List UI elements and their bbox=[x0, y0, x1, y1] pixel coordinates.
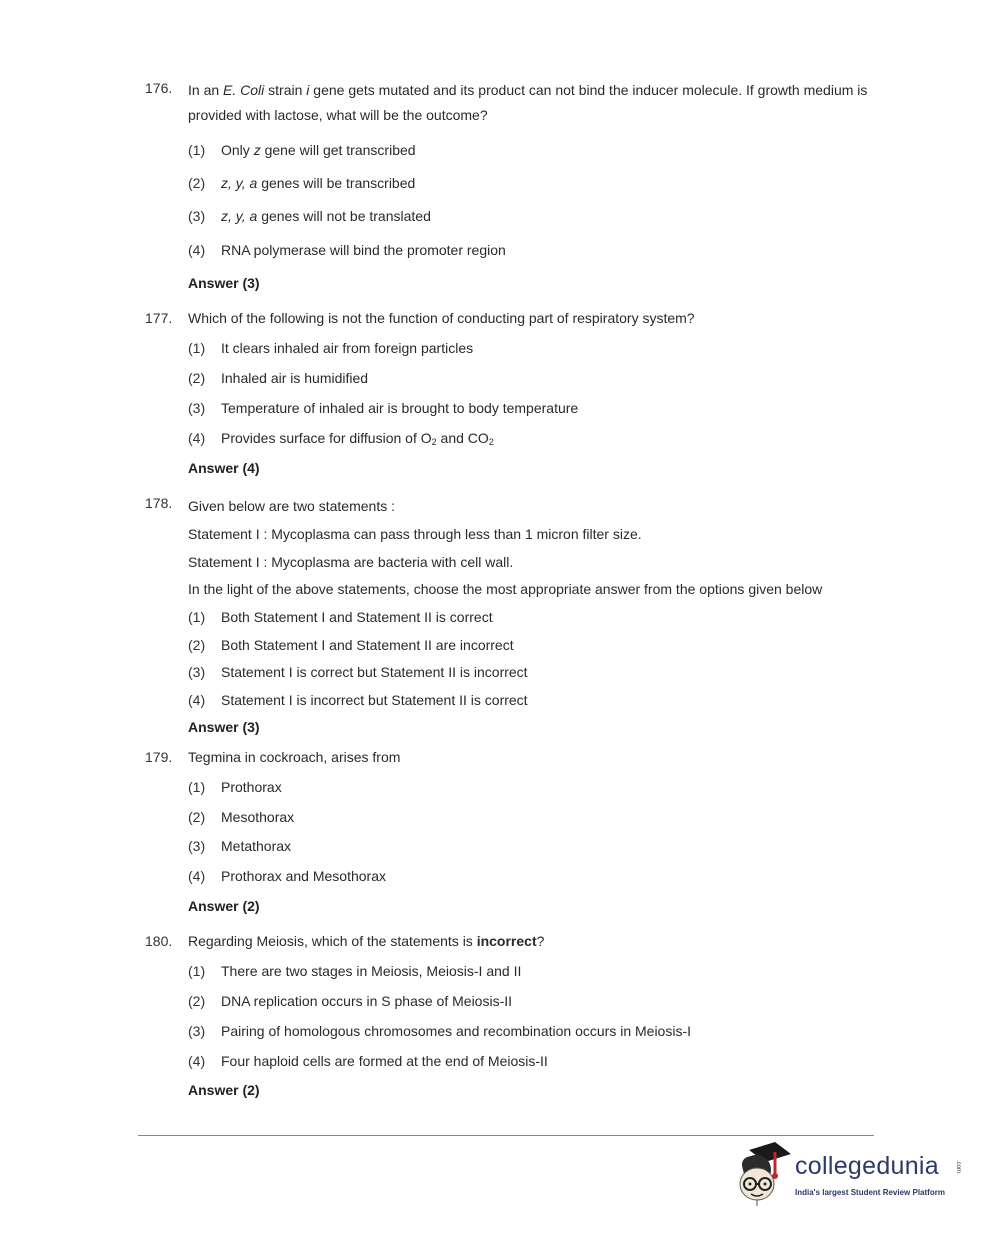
option-2: (2) DNA replication occurs in S phase of Meiosis-II bbox=[188, 993, 513, 1009]
answer: Answer (3) bbox=[188, 719, 260, 735]
answer: Answer (2) bbox=[188, 898, 260, 914]
option-3: (3) Metathorax bbox=[188, 838, 292, 854]
mascot-icon bbox=[735, 1140, 795, 1210]
instruction: In the light of the above statements, choose the most appropriate answer from the options given below bbox=[188, 581, 823, 597]
option-2: (2) Inhaled air is humidified bbox=[188, 370, 369, 386]
question-text: Which of the following is not the function of conducting part of respiratory system? bbox=[188, 310, 695, 326]
option-2: (2) z, y, a genes will be transcribed bbox=[188, 175, 416, 191]
option-4: (4) Statement I is incorrect but Statement II is correct bbox=[188, 692, 528, 708]
option-1: (1) There are two stages in Meiosis, Meiosis-I and II bbox=[188, 963, 522, 979]
option-1: (1) It clears inhaled air from foreign particles bbox=[188, 340, 474, 356]
statement-2: Statement I : Mycoplasma are bacteria with cell wall. bbox=[188, 554, 514, 570]
answer: Answer (2) bbox=[188, 1082, 260, 1098]
footer-divider bbox=[138, 1135, 874, 1136]
option-1: (1) Both Statement I and Statement II is correct bbox=[188, 609, 493, 625]
option-2: (2) Mesothorax bbox=[188, 809, 295, 825]
question-number: 180. bbox=[145, 933, 173, 949]
brand-name: collegedunia bbox=[795, 1152, 939, 1180]
option-2: (2) Both Statement I and Statement II are incorrect bbox=[188, 637, 514, 653]
question-text: Given below are two statements : bbox=[188, 498, 395, 514]
option-4: (4) Four haploid cells are formed at the end of Meiosis-II bbox=[188, 1053, 548, 1069]
question-number: 178. bbox=[145, 495, 173, 511]
option-1: (1) Only z gene will get transcribed bbox=[188, 142, 416, 158]
question-text: Tegmina in cockroach, arises from bbox=[188, 749, 401, 765]
question-number: 179. bbox=[145, 749, 173, 765]
option-4: (4) Prothorax and Mesothorax bbox=[188, 868, 386, 884]
question-text: Regarding Meiosis, which of the statements is incorrect? bbox=[188, 933, 545, 949]
answer: Answer (4) bbox=[188, 460, 260, 476]
option-3: (3) Pairing of homologous chromosomes and recombination occurs in Meiosis-I bbox=[188, 1023, 691, 1039]
question-text: In an E. Coli strain i gene gets mutated and its product can not bind the inducer molecule. If growth medium is provided with lactose, what will be the outcome? bbox=[188, 82, 868, 123]
question-number: 176. bbox=[145, 80, 173, 96]
collegedunia-logo[interactable] bbox=[735, 1140, 965, 1210]
statement-1: Statement I : Mycoplasma can pass through less than 1 micron filter size. bbox=[188, 526, 642, 542]
answer: Answer (3) bbox=[188, 275, 260, 291]
question-number: 177. bbox=[145, 310, 173, 326]
option-4: (4) RNA polymerase will bind the promoter region bbox=[188, 242, 506, 258]
option-4: (4) Provides surface for diffusion of $O_2$ and $CO_2$ bbox=[188, 430, 494, 447]
option-3: (3) Temperature of inhaled air is brought to body temperature bbox=[188, 400, 579, 416]
option-3: (3) Statement I is correct but Statement II is incorrect bbox=[188, 664, 528, 680]
brand-tagline: India's largest Student Review Platform bbox=[795, 1188, 945, 1197]
brand-suffix: .com bbox=[955, 1160, 961, 1174]
option-3: (3) z, y, a genes will not be translated bbox=[188, 208, 431, 224]
option-1: (1) Prothorax bbox=[188, 779, 282, 795]
